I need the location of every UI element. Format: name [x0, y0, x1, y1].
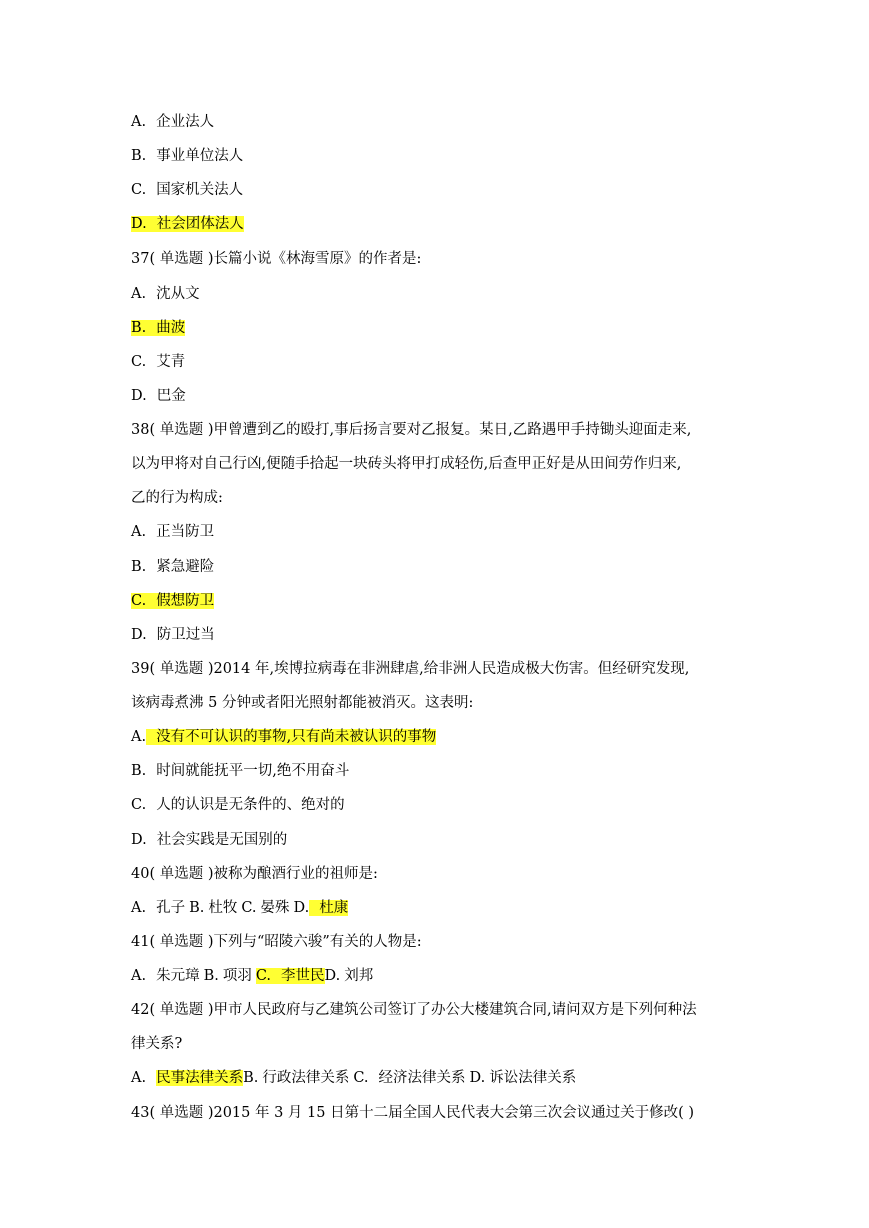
q39-option-c: C. 人的认识是无条件的、绝对的	[131, 797, 345, 813]
highlighted-answer: 民事法律关系	[156, 1070, 244, 1086]
highlighted-answer: C. 假想防卫	[131, 593, 215, 609]
highlighted-answer: 杜康	[309, 900, 348, 916]
q37-option-d: D. 巴金	[131, 388, 186, 404]
q37-option-a: A. 沈从文	[131, 286, 200, 302]
option-d-correct	[131, 214, 244, 234]
question-38-stem-line-1: 38( 单选题 )甲曾遭到乙的殴打,事后扬言要对乙报复。某日,乙路遇甲手持锄头迎面走来,	[131, 422, 692, 438]
q40-options: A. 孔子 B. 杜牧 C. 晏殊 D. 杜康	[131, 900, 349, 916]
q39-option-b: B. 时间就能抚平一切,绝不用奋斗	[131, 763, 350, 779]
q38-option-c-correct	[131, 591, 214, 611]
option-a: A. 企业法人	[131, 114, 215, 130]
q39-option-a-correct: A. 没有不可认识的事物,只有尚未被认识的事物	[131, 729, 437, 745]
question-43-stem: 43( 单选题 )2015 年 3 月 15 日第十二届全国人民代表大会第三次会议通过关于修改( )	[131, 1105, 695, 1121]
option-b: B. 事业单位法人	[131, 148, 244, 164]
question-38-stem-line-3: 乙的行为构成:	[131, 490, 223, 506]
highlighted-answer: D. 社会团体法人	[131, 216, 244, 232]
question-38-stem-line-2: 以为甲将对自己行凶,便随手拾起一块砖头将甲打成轻伤,后查甲正好是从田间劳作归来,	[131, 456, 682, 472]
question-39-stem-line-2: 该病毒煮沸 5 分钟或者阳光照射都能被消灭。这表明:	[131, 695, 474, 711]
highlighted-answer: B. 曲波	[131, 320, 186, 336]
option-c: C. 国家机关法人	[131, 182, 244, 198]
q41-options: A. 朱元璋 B. 项羽 C. 李世民D. 刘邦	[131, 968, 374, 984]
q37-option-c: C. 艾青	[131, 354, 186, 370]
question-39-stem-line-1: 39( 单选题 )2014 年,埃博拉病毒在非洲肆虐,给非洲人民造成极大伤害。但经研究发现,	[131, 661, 690, 677]
highlighted-answer: 没有不可认识的事物,只有尚未被认识的事物	[146, 729, 436, 745]
q38-option-b: B. 紧急避险	[131, 559, 215, 575]
question-41-stem: 41( 单选题 )下列与“昭陵六骏”有关的人物是:	[131, 934, 422, 950]
highlighted-answer: C. 李世民	[255, 968, 325, 984]
question-40-stem: 40( 单选题 )被称为酿酒行业的祖师是:	[131, 866, 378, 882]
q39-option-d: D. 社会实践是无国别的	[131, 832, 288, 848]
question-42-stem-line-2: 律关系?	[131, 1036, 183, 1052]
question-42-stem-line-1: 42( 单选题 )甲市人民政府与乙建筑公司签订了办公大楼建筑合同,请问双方是下列何种法	[131, 1002, 697, 1018]
q42-options: A. 民事法律关系B. 行政法律关系 C. 经济法律关系 D. 诉讼法律关系	[131, 1070, 577, 1086]
q37-option-b-correct	[131, 318, 185, 338]
q38-option-d: D. 防卫过当	[131, 627, 215, 643]
question-37-stem: 37( 单选题 )长篇小说《林海雪原》的作者是:	[131, 251, 422, 267]
q38-option-a: A. 正当防卫	[131, 524, 215, 540]
